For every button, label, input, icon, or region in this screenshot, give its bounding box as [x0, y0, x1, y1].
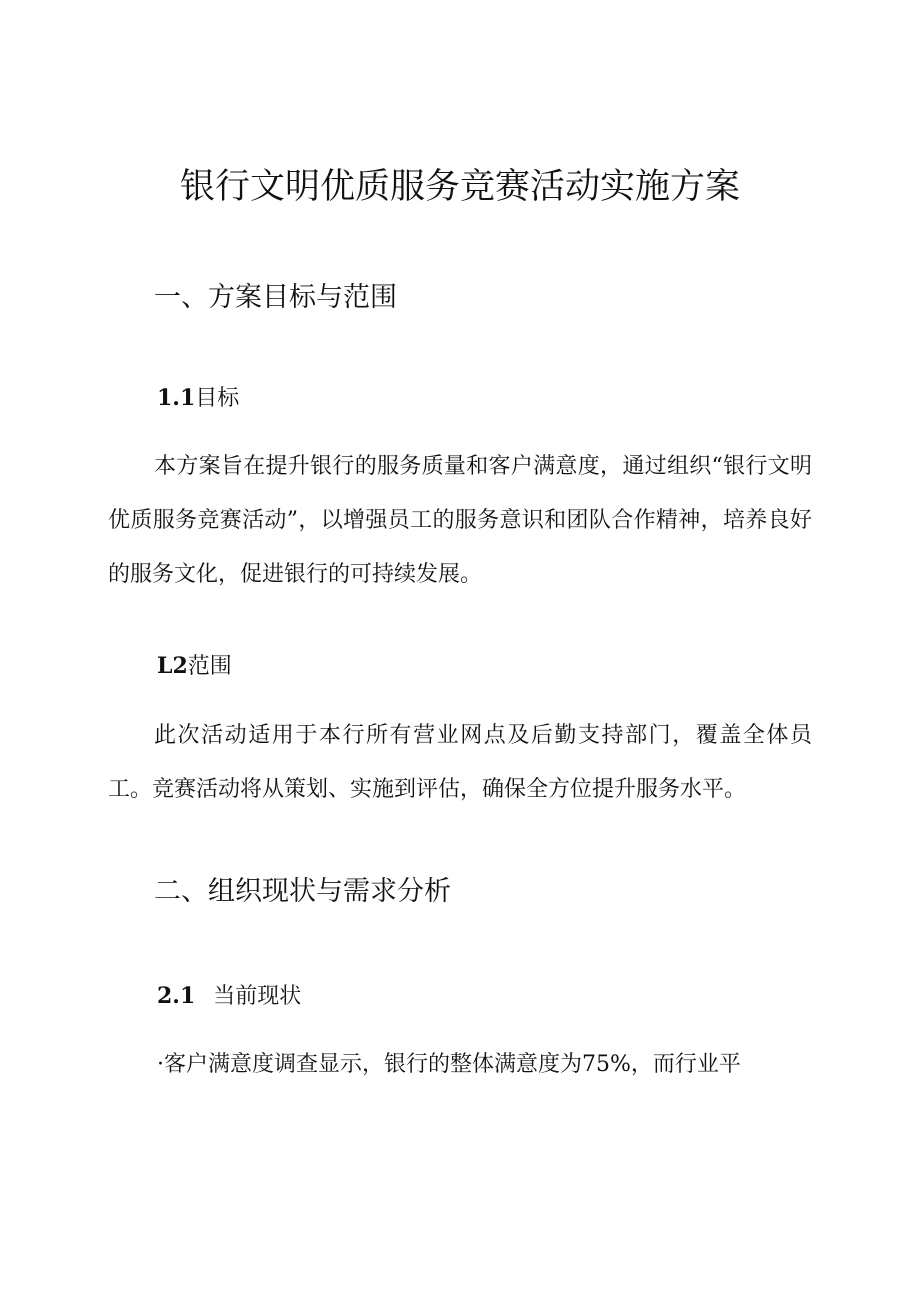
subsection-1-2-heading [157, 650, 232, 683]
subsection-number: L2 [157, 653, 188, 679]
subsection-label: 目标 [195, 386, 240, 411]
subsection-label: 当前现状 [213, 984, 302, 1009]
subsection-number: 2.1 [157, 983, 196, 1009]
section2-heading: 二、组织现状与需求分析 [154, 876, 451, 907]
section1-heading: 一、方案目标与范围 [154, 282, 397, 313]
subsection-2-1-heading [157, 980, 301, 1013]
goal-paragraph: 本方案旨在提升银行的服务质量和客户满意度，通过组织“银行文明优质服务竞赛活动”，以增强员工的服务意识和团队合作精神，培养良好的服务文化，促进银行的可持续发展。 [108, 454, 812, 587]
subsection-label: 范围 [187, 654, 232, 679]
scope-paragraph: 此次活动适用于本行所有营业网点及后勤支持部门，覆盖全体员工。竞赛活动将从策划、实施到评估，确保全方位提升服务水平。 [108, 723, 812, 802]
status-bullet: ·客户满意度调查显示，银行的整体满意度为75%，而行业平 [157, 1052, 741, 1077]
subsection-1-1-heading [157, 382, 239, 415]
document-title: 银行文明优质服务竞赛活动实施方案 [179, 167, 740, 207]
subsection-number: 1.1 [157, 385, 196, 411]
